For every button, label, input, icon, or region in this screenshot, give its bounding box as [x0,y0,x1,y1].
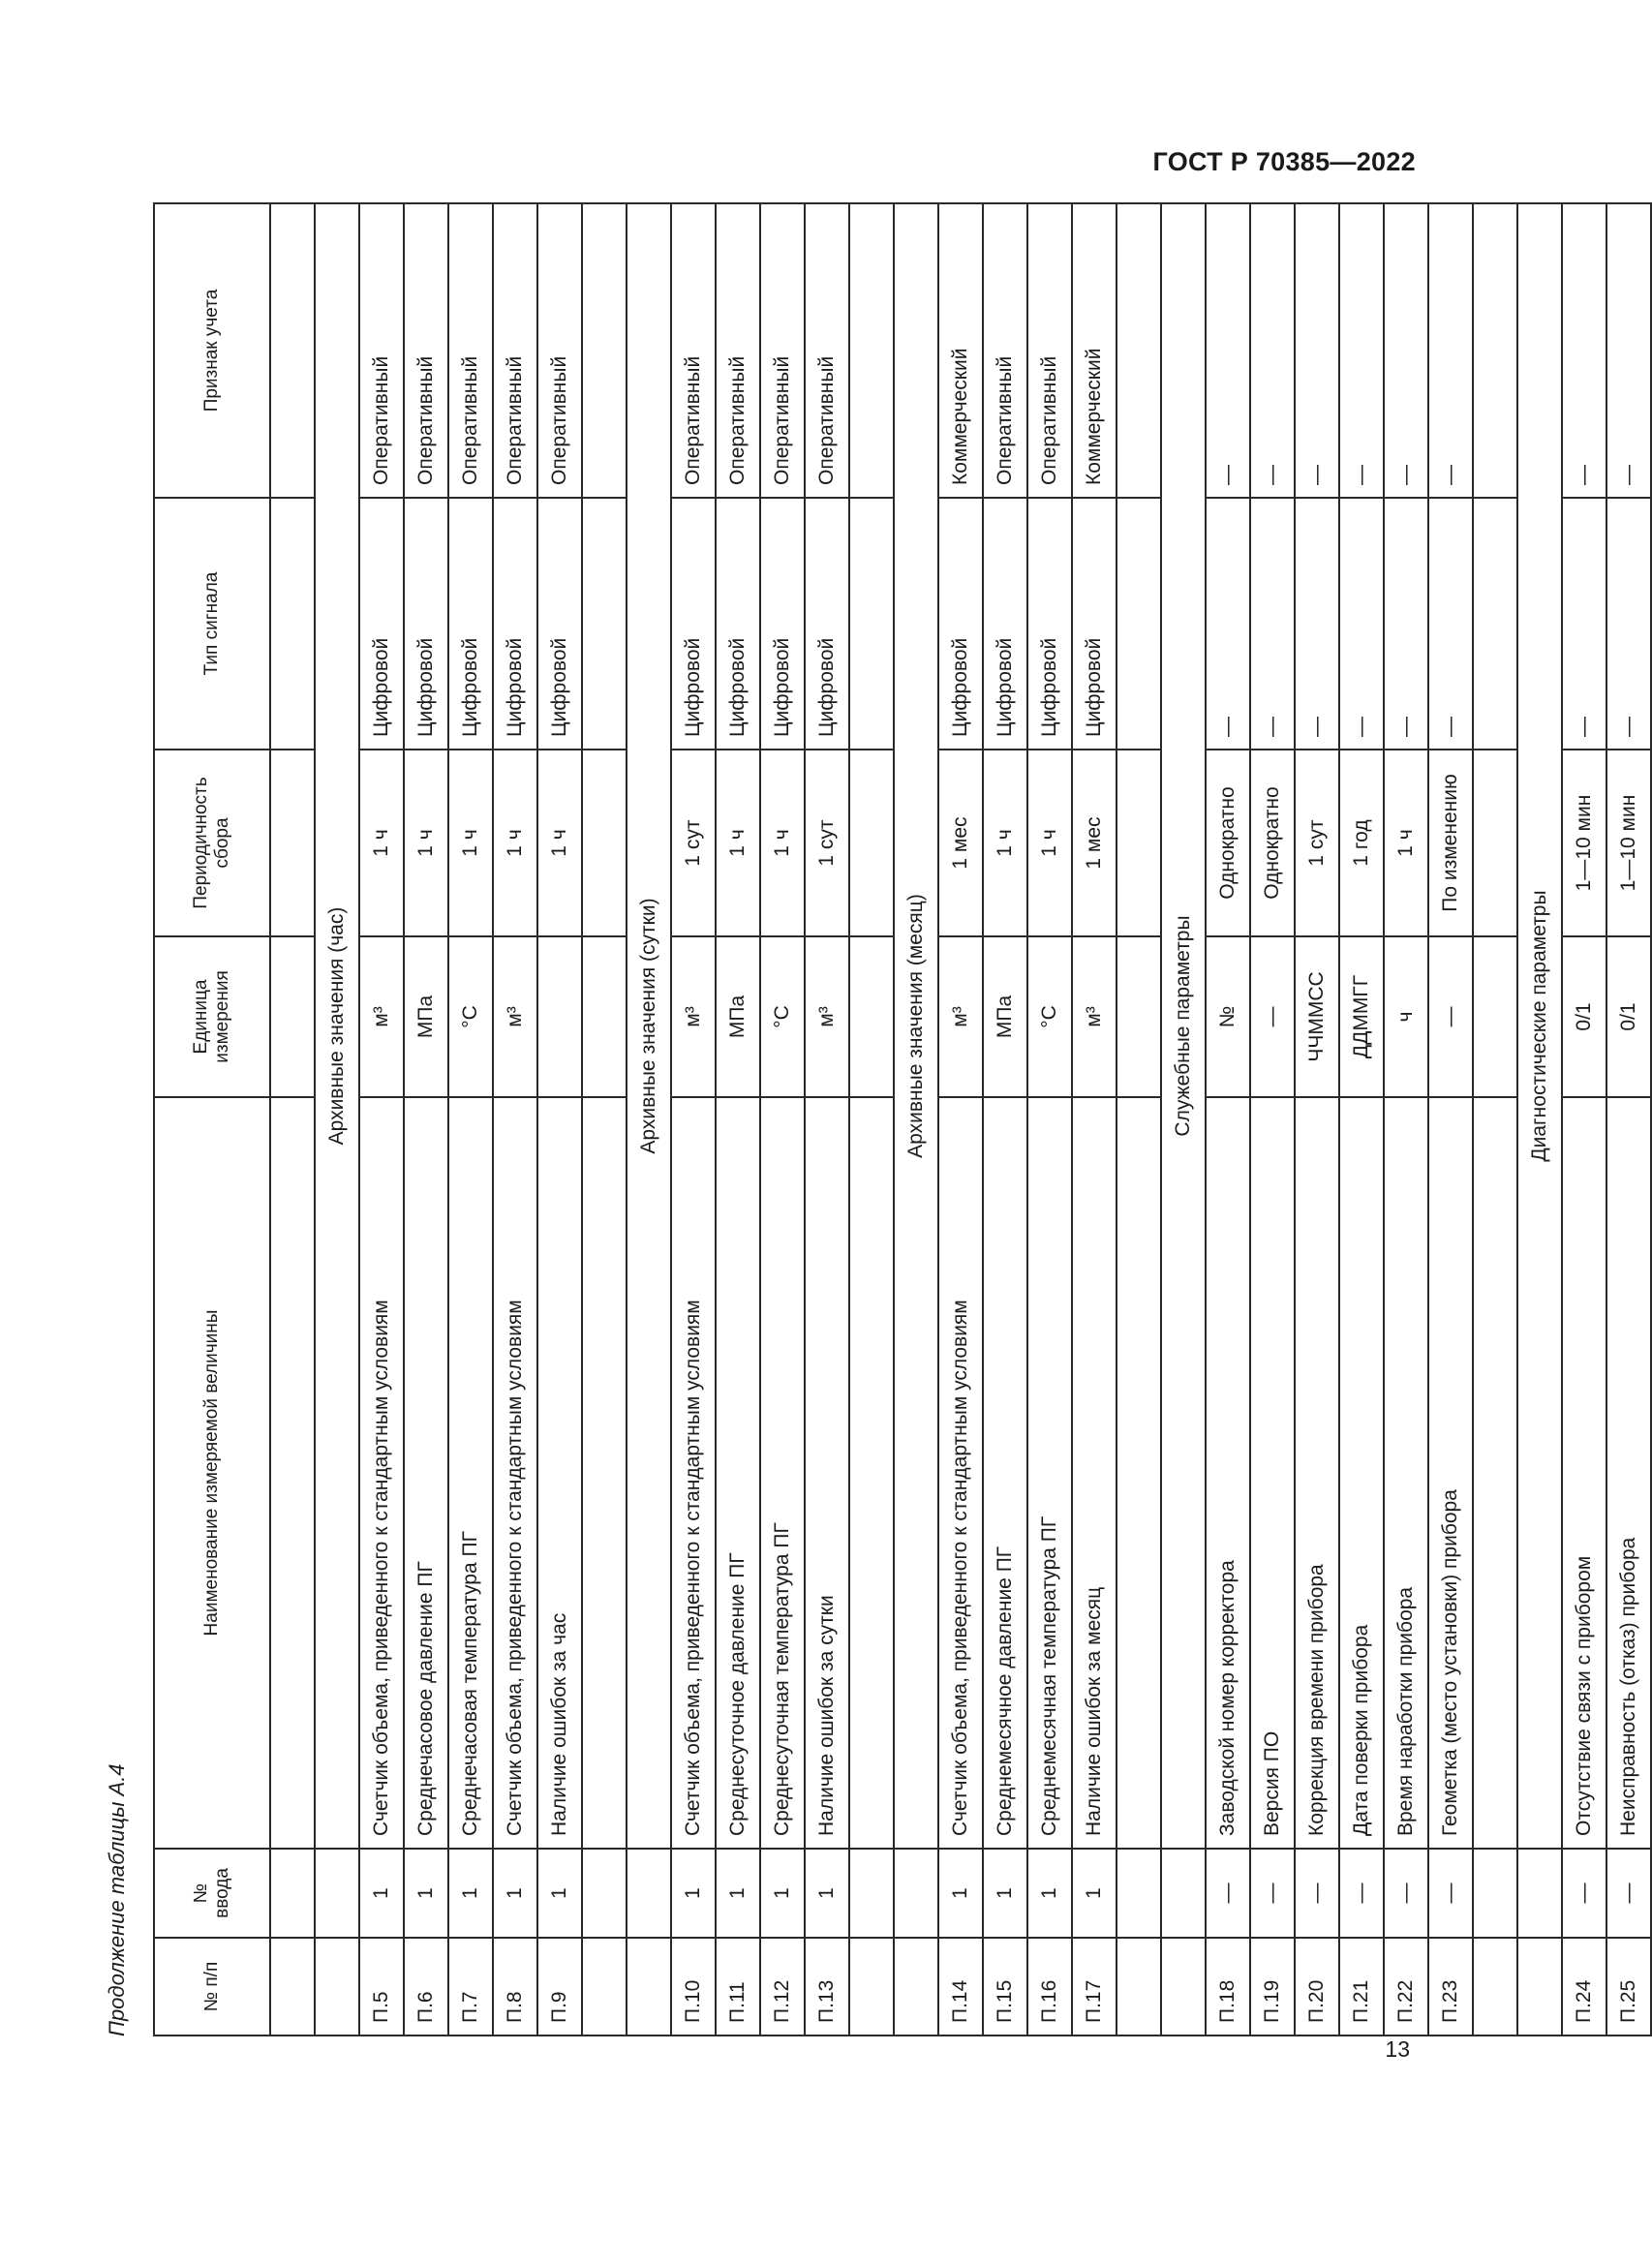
row-accounting-type: Оперативный [448,203,493,498]
row-signal-type: Цифровой [716,498,760,750]
row-accounting-type: Оперативный [359,203,404,498]
spacer-cell [1117,1938,1161,2035]
spacer-cell [582,750,627,936]
row-parameter-name: Наличие ошибок за месяц [1072,1097,1117,1849]
spacer-cell [1117,203,1161,498]
rotated-table-area [105,204,1639,2036]
row-signal-type: — [1295,498,1339,750]
table-row [805,203,849,2035]
spacer-cell [849,936,894,1097]
page-number: 13 [1385,2036,1410,2062]
section-empty-cell [894,1938,938,2035]
row-input-number: 1 [359,1849,404,1938]
table-row [1027,203,1072,2035]
row-index: П.18 [1206,1938,1250,2035]
row-input-number: 1 [1027,1849,1072,1938]
row-signal-type: Цифровой [537,498,582,750]
row-unit: м³ [1072,936,1117,1097]
section-title-row [1517,203,1562,2035]
row-signal-type: Цифровой [671,498,716,750]
col-header-signal: Тип сигнала [154,498,270,750]
row-input-number: 1 [716,1849,760,1938]
table-row [1606,203,1651,2035]
table-row [448,203,493,2035]
col-header-name: Наименование измеряемой величины [154,1097,270,1849]
row-parameter-name: Неисправность (отказ) прибора [1606,1097,1651,1849]
section-title: Архивные значения (месяц) [894,203,938,1849]
row-input-number: 1 [760,1849,805,1938]
row-accounting-type: Оперативный [404,203,448,498]
section-empty-cell [315,1849,359,1938]
row-parameter-name: Наличие ошибок за час [537,1097,582,1849]
row-signal-type: Цифровой [983,498,1027,750]
section-spacer [1117,203,1161,2035]
table-row [493,203,537,2035]
row-parameter-name: Счетчик объема, приведенного к стандартным условиям [359,1097,404,1849]
row-index: П.13 [805,1938,849,2035]
row-unit: 0/1 [1562,936,1606,1097]
row-accounting-type: Оперативный [983,203,1027,498]
row-signal-type: Цифровой [805,498,849,750]
row-accounting-type: — [1606,203,1651,498]
row-period: 1 ч [493,750,537,936]
row-period: 1—10 мин [1606,750,1651,936]
table-row [1206,203,1250,2035]
row-unit: ДДММГГ [1339,936,1384,1097]
spacer-cell [1473,1938,1517,2035]
section-title: Служебные параметры [1161,203,1206,1849]
spacer-cell [1117,750,1161,936]
row-period: 1—10 мин [1562,750,1606,936]
row-index: П.20 [1295,1938,1339,2035]
row-signal-type: Цифровой [938,498,983,750]
row-input-number: — [1339,1849,1384,1938]
table-row [938,203,983,2035]
section-title: Диагностические параметры [1517,203,1562,1849]
row-input-number: — [1606,1849,1651,1938]
row-unit: м³ [938,936,983,1097]
row-accounting-type: Оперативный [760,203,805,498]
table-row [1339,203,1384,2035]
row-signal-type: Цифровой [404,498,448,750]
table-row [404,203,448,2035]
col-header-period: Периодичность сбора [154,750,270,936]
row-period: 1 мес [938,750,983,936]
row-parameter-name: Геометка (место установки) прибора [1428,1097,1473,1849]
row-parameter-name: Наличие ошибок за сутки [805,1097,849,1849]
col-header-input: № ввода [154,1849,270,1938]
row-unit: № [1206,936,1250,1097]
section-spacer [849,203,894,2035]
row-signal-type: Цифровой [760,498,805,750]
row-parameter-name: Коррекция времени прибора [1295,1097,1339,1849]
row-unit: МПа [404,936,448,1097]
row-accounting-type: Оперативный [805,203,849,498]
row-input-number: 1 [1072,1849,1117,1938]
row-accounting-type: Коммерческий [938,203,983,498]
table-row [1250,203,1295,2035]
row-input-number: — [1295,1849,1339,1938]
row-parameter-name: Дата поверки прибора [1339,1097,1384,1849]
row-input-number: — [1428,1849,1473,1938]
section-title-row [1161,203,1206,2035]
spacer-cell [270,750,315,936]
row-input-number: 1 [671,1849,716,1938]
section-spacer [582,203,627,2035]
row-unit: МПа [716,936,760,1097]
row-index: П.19 [1250,1938,1295,2035]
spacer-cell [1117,1097,1161,1849]
spacer-cell [849,1849,894,1938]
row-index: П.22 [1384,1938,1428,2035]
spacer-cell [270,1097,315,1849]
section-title-row [627,203,671,2035]
row-signal-type: — [1206,498,1250,750]
row-unit: м³ [359,936,404,1097]
row-input-number: 1 [983,1849,1027,1938]
section-empty-cell [1517,1938,1562,2035]
table-row [716,203,760,2035]
row-period: Однократно [1206,750,1250,936]
row-input-number: — [1562,1849,1606,1938]
spacer-cell [582,1849,627,1938]
spacer-cell [582,498,627,750]
row-parameter-name: Среднесуточное давление ПГ [716,1097,760,1849]
col-header-accounting: Признак учета [154,203,270,498]
row-period: 1 ч [1384,750,1428,936]
table-row [1072,203,1117,2035]
section-empty-cell [1517,1849,1562,1938]
row-unit: — [1250,936,1295,1097]
row-input-number: 1 [938,1849,983,1938]
spacer-cell [1473,1849,1517,1938]
row-period: 1 ч [404,750,448,936]
row-parameter-name: Счетчик объема, приведенного к стандартным условиям [671,1097,716,1849]
row-period: 1 сут [805,750,849,936]
row-index: П.10 [671,1938,716,2035]
spacer-cell [582,203,627,498]
section-empty-cell [627,1849,671,1938]
row-accounting-type: Оперативный [1027,203,1072,498]
row-period: 1 ч [1027,750,1072,936]
row-index: П.12 [760,1938,805,2035]
row-input-number: — [1250,1849,1295,1938]
row-index: П.8 [493,1938,537,2035]
section-spacer [1473,203,1517,2035]
spacer-cell [582,1097,627,1849]
row-accounting-type: — [1428,203,1473,498]
table-caption: Продолжение таблицы А.4 [105,1763,129,2036]
row-parameter-name: Среднемесячная температура ПГ [1027,1097,1072,1849]
table-row [1562,203,1606,2035]
row-parameter-name: Среднемесячное давление ПГ [983,1097,1027,1849]
row-signal-type: — [1250,498,1295,750]
row-parameter-name: Время наработки прибора [1384,1097,1428,1849]
row-unit: — [1428,936,1473,1097]
table-row [760,203,805,2035]
spacer-cell [1117,498,1161,750]
row-unit: м³ [671,936,716,1097]
row-index: П.7 [448,1938,493,2035]
section-title-row [894,203,938,2035]
spacer-cell [582,1938,627,2035]
col-header-unit: Единица измерения [154,936,270,1097]
row-period: 1 мес [1072,750,1117,936]
row-input-number: 1 [537,1849,582,1938]
row-accounting-type: Оперативный [493,203,537,498]
spacer-cell [1473,750,1517,936]
row-accounting-type: Коммерческий [1072,203,1117,498]
row-signal-type: Цифровой [1027,498,1072,750]
table-body [270,203,1651,2035]
spacer-cell [849,498,894,750]
row-index: П.17 [1072,1938,1117,2035]
row-index: П.11 [716,1938,760,2035]
row-signal-type: — [1339,498,1384,750]
row-unit: ЧЧММСС [1295,936,1339,1097]
row-parameter-name: Счетчик объема, приведенного к стандартным условиям [493,1097,537,1849]
row-parameter-name: Среднесуточная температура ПГ [760,1097,805,1849]
row-input-number: 1 [493,1849,537,1938]
spacer-cell [1473,1097,1517,1849]
row-unit: °С [760,936,805,1097]
section-title-row [315,203,359,2035]
row-period: 1 сут [671,750,716,936]
row-signal-type: — [1428,498,1473,750]
row-signal-type: — [1562,498,1606,750]
row-unit: °С [448,936,493,1097]
spacer-cell [1117,936,1161,1097]
col-header-index: № п/п [154,1938,270,2035]
row-accounting-type: Оперативный [671,203,716,498]
spacer-cell [849,203,894,498]
spacer-cell [1473,936,1517,1097]
row-signal-type: Цифровой [448,498,493,750]
row-unit: °С [1027,936,1072,1097]
spacer-cell [270,498,315,750]
row-unit: м³ [805,936,849,1097]
row-index: П.24 [1562,1938,1606,2035]
parameters-table [153,202,1652,2036]
row-signal-type: — [1606,498,1651,750]
row-unit: 0/1 [1606,936,1651,1097]
row-accounting-type: — [1384,203,1428,498]
table-row [359,203,404,2035]
spacer-cell [1117,1849,1161,1938]
row-period: 1 ч [359,750,404,936]
row-parameter-name: Среднечасовое давление ПГ [404,1097,448,1849]
row-index: П.5 [359,1938,404,2035]
section-empty-cell [1161,1849,1206,1938]
row-period: 1 ч [716,750,760,936]
spacer-cell [1473,203,1517,498]
row-period: 1 сут [1295,750,1339,936]
section-spacer [270,203,315,2035]
row-accounting-type: — [1295,203,1339,498]
row-period: 1 ч [760,750,805,936]
row-input-number: — [1384,1849,1428,1938]
spacer-cell [270,203,315,498]
row-index: П.15 [983,1938,1027,2035]
row-accounting-type: — [1206,203,1250,498]
row-unit [537,936,582,1097]
row-accounting-type: — [1562,203,1606,498]
row-signal-type: Цифровой [493,498,537,750]
row-parameter-name: Заводской номер корректора [1206,1097,1250,1849]
row-period: 1 ч [537,750,582,936]
row-index: П.14 [938,1938,983,2035]
row-parameter-name: Отсутствие связи с прибором [1562,1097,1606,1849]
row-input-number: 1 [404,1849,448,1938]
row-index: П.21 [1339,1938,1384,2035]
row-input-number: — [1206,1849,1250,1938]
section-title: Архивные значения (сутки) [627,203,671,1849]
row-index: П.23 [1428,1938,1473,2035]
row-unit: МПа [983,936,1027,1097]
row-accounting-type: Оперативный [716,203,760,498]
row-signal-type: — [1384,498,1428,750]
spacer-cell [270,936,315,1097]
table-row [537,203,582,2035]
spacer-cell [582,936,627,1097]
row-accounting-type: — [1339,203,1384,498]
row-period: 1 год [1339,750,1384,936]
spacer-cell [270,1849,315,1938]
row-parameter-name: Версия ПО [1250,1097,1295,1849]
row-index: П.16 [1027,1938,1072,2035]
table-row [671,203,716,2035]
spacer-cell [849,1938,894,2035]
row-input-number: 1 [448,1849,493,1938]
table-row [983,203,1027,2035]
row-input-number: 1 [805,1849,849,1938]
row-period: 1 ч [983,750,1027,936]
row-accounting-type: — [1250,203,1295,498]
standard-header: ГОСТ Р 70385—2022 [1152,147,1416,176]
table-row [1428,203,1473,2035]
row-period: По изменению [1428,750,1473,936]
section-empty-cell [627,1938,671,2035]
section-title: Архивные значения (час) [315,203,359,1849]
row-index: П.6 [404,1938,448,2035]
table-header-row [154,203,270,2035]
spacer-cell [1473,498,1517,750]
spacer-cell [270,1938,315,2035]
row-signal-type: Цифровой [359,498,404,750]
row-index: П.25 [1606,1938,1651,2035]
row-parameter-name: Среднечасовая температура ПГ [448,1097,493,1849]
row-period: 1 ч [448,750,493,936]
row-unit: м³ [493,936,537,1097]
spacer-cell [849,750,894,936]
section-empty-cell [894,1849,938,1938]
section-empty-cell [1161,1938,1206,2035]
row-signal-type: Цифровой [1072,498,1117,750]
row-parameter-name: Счетчик объема, приведенного к стандартным условиям [938,1097,983,1849]
row-index: П.9 [537,1938,582,2035]
row-period: Однократно [1250,750,1295,936]
table-row [1384,203,1428,2035]
section-empty-cell [315,1938,359,2035]
row-accounting-type: Оперативный [537,203,582,498]
row-unit: ч [1384,936,1428,1097]
table-row [1295,203,1339,2035]
spacer-cell [849,1097,894,1849]
